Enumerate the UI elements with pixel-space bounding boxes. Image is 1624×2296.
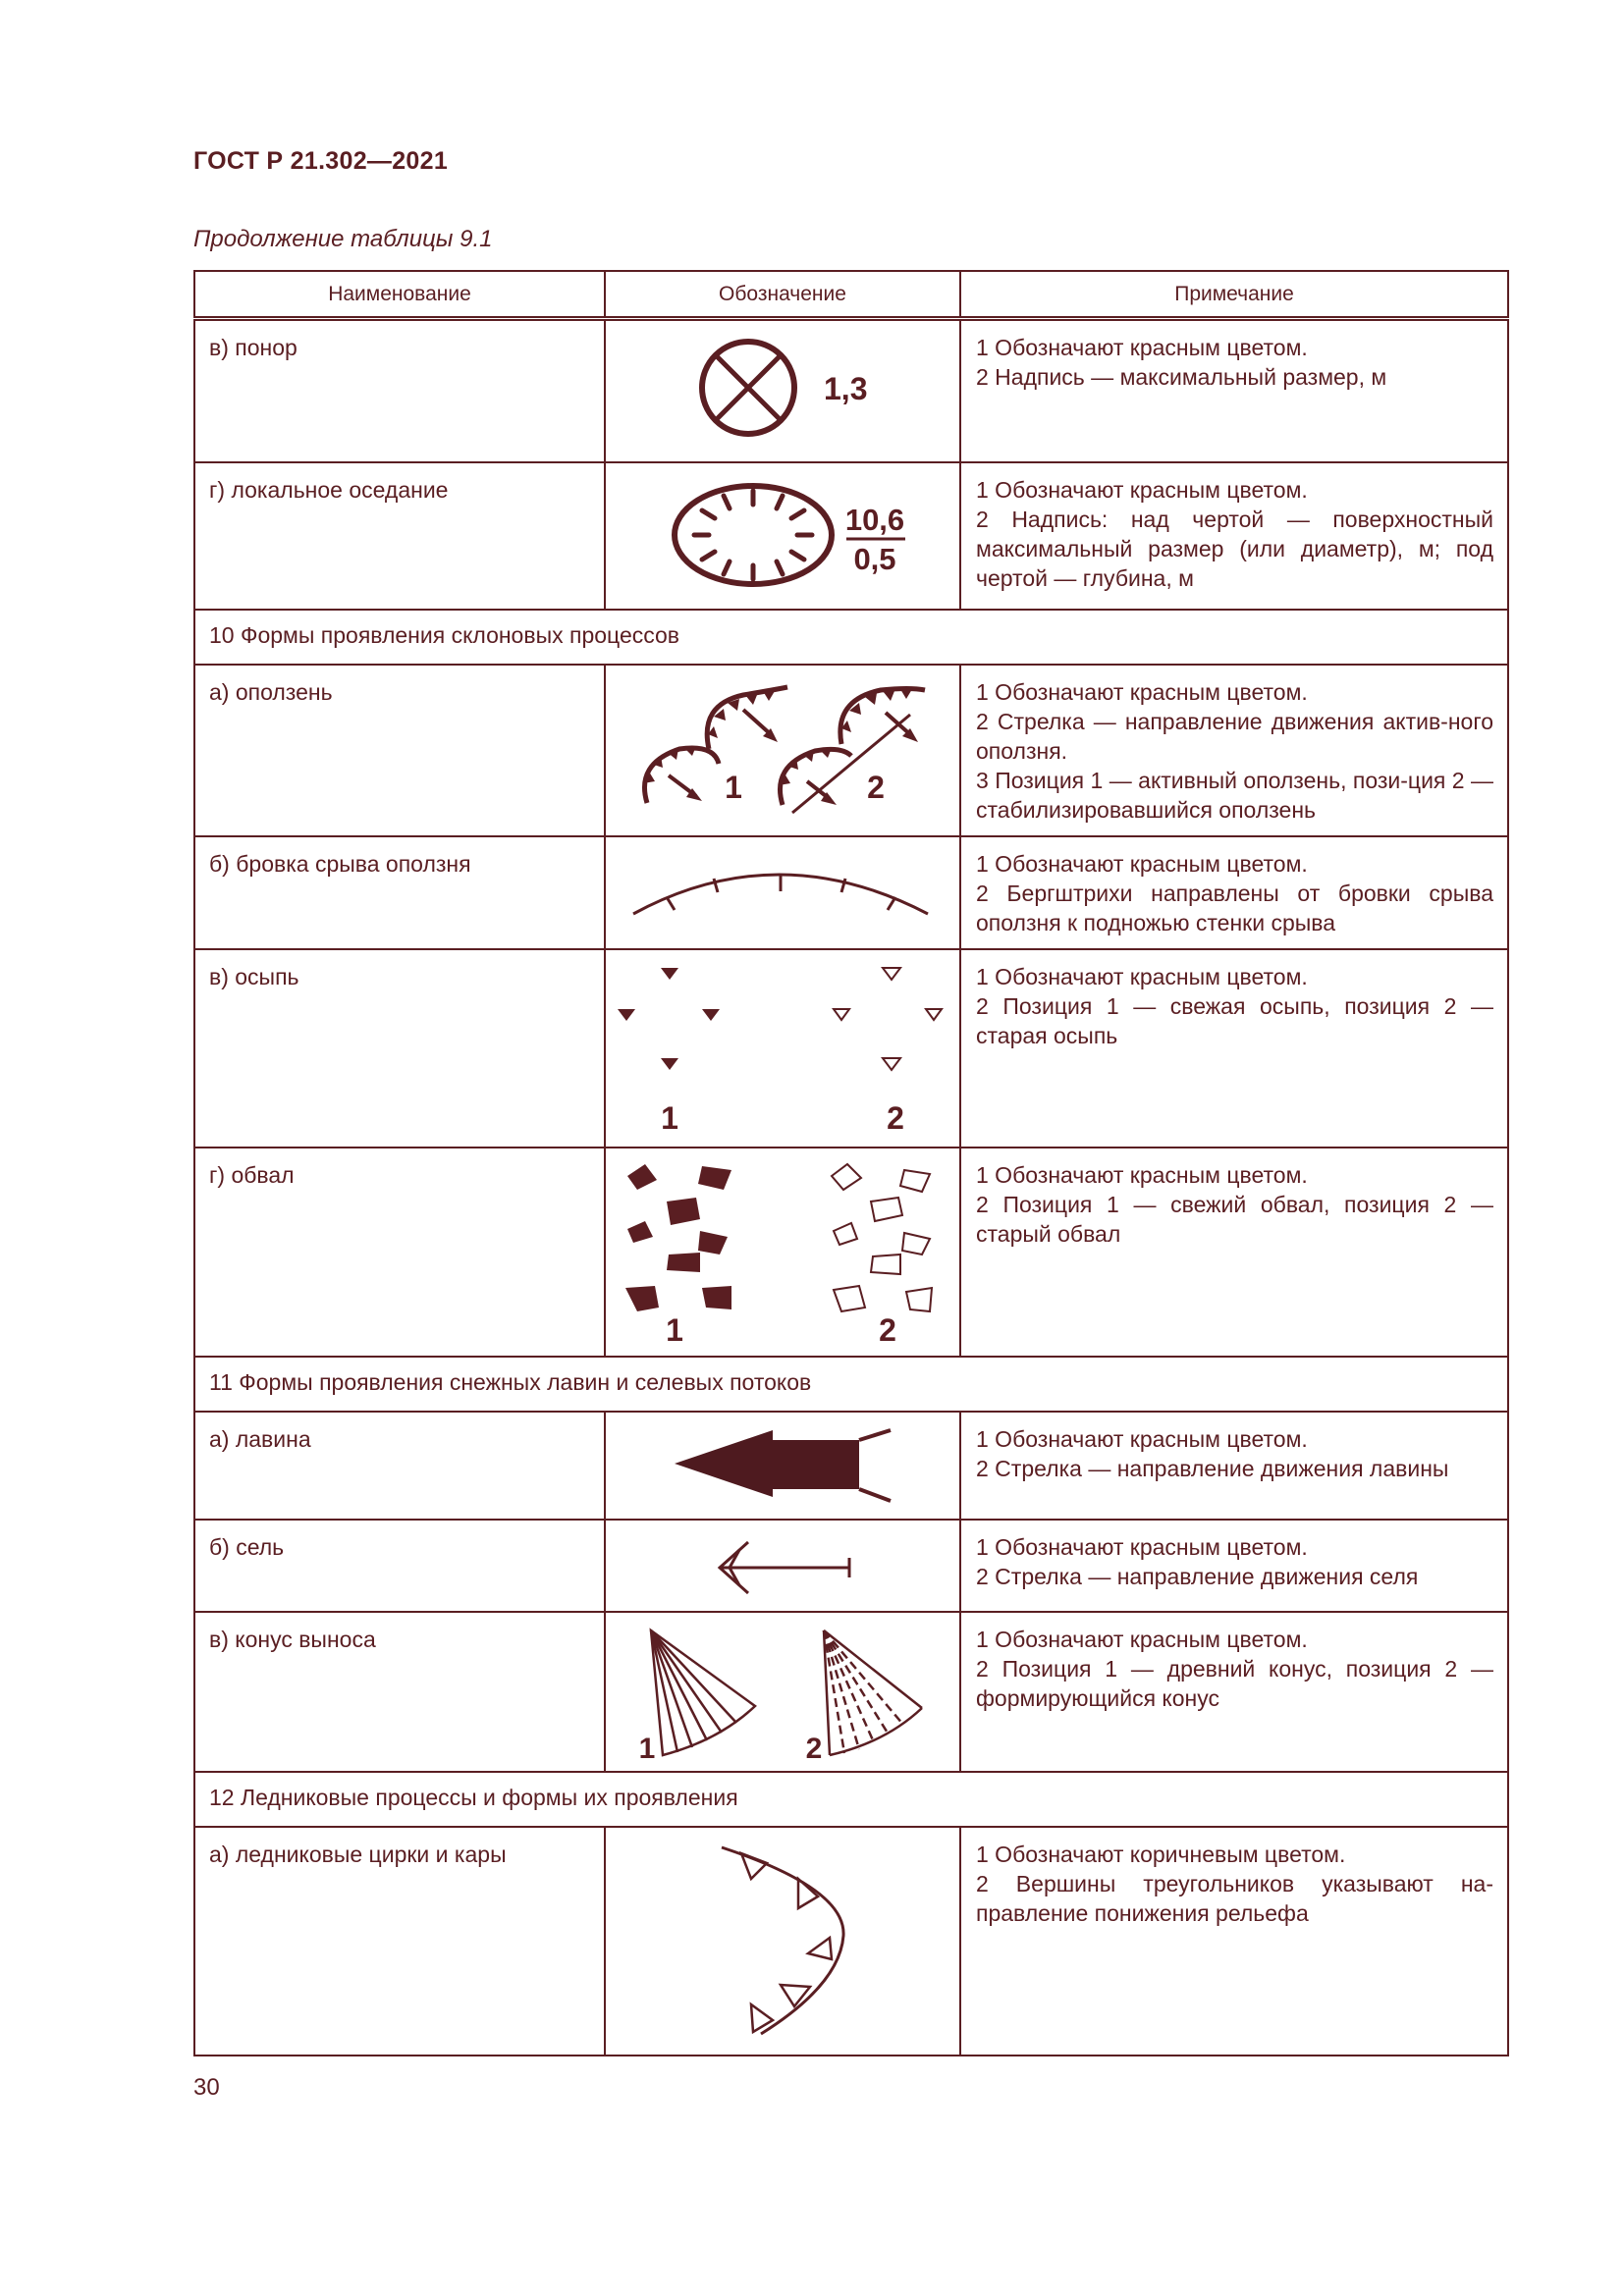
subsidence-symbol: [605, 462, 960, 610]
column-header-symbol: Обозначение: [605, 271, 960, 319]
row-name: в) осыпь: [194, 949, 605, 1148]
table-continuation-caption: Продолжение таблицы 9.1: [193, 226, 493, 252]
table-header-row: [194, 271, 1508, 319]
note-line: 2 Вершины треугольников указывают на-правление понижения рельефа: [976, 1871, 1493, 1926]
section-row: [194, 1357, 1508, 1412]
note-line: 2 Бергштрихи направлены от бровки срыва оползня к подножью стенки срыва: [976, 881, 1493, 935]
page-number: 30: [193, 2074, 220, 2101]
section-title: 12 Ледниковые процессы и формы их проявления: [194, 1772, 1508, 1827]
row-note: [960, 1827, 1508, 2056]
row-name: б) бровка срыва оползня: [194, 836, 605, 949]
mudflow-arrow-symbol: [605, 1520, 960, 1612]
note-line: 2 Позиция 1 — свежая осыпь, позиция 2 — старая осыпь: [976, 993, 1493, 1048]
avalanche-arrow-symbol: [605, 1412, 960, 1520]
row-note: [960, 1520, 1508, 1612]
note-line: 1 Обозначают коричневым цветом.: [976, 1842, 1346, 1867]
note-line: 1 Обозначают красным цветом.: [976, 964, 1308, 989]
row-name: б) сель: [194, 1520, 605, 1612]
symbols-table: [193, 270, 1509, 2056]
section-row: [194, 1772, 1508, 1827]
table-row: [194, 836, 1508, 949]
row-name: а) ледниковые цирки и кары: [194, 1827, 605, 2056]
note-line: 3 Позиция 1 — активный оползень, пози-ция 2 — стабилизировавшийся оползень: [976, 768, 1493, 823]
note-line: 2 Позиция 1 — свежий обвал, позиция 2 — старый обвал: [976, 1192, 1493, 1247]
alluvial-fan-symbol: [605, 1612, 960, 1772]
note-line: 2 Надпись — максимальный размер, м: [976, 364, 1387, 390]
table-row: [194, 462, 1508, 610]
note-line: 1 Обозначают красным цветом.: [976, 1426, 1308, 1452]
note-line: 1 Обозначают красным цветом.: [976, 1162, 1308, 1188]
scree-symbol: [605, 949, 960, 1148]
row-note: [960, 1148, 1508, 1357]
rockfall-symbol: [605, 1148, 960, 1357]
scree-position-2: 2: [887, 1100, 904, 1136]
note-line: 1 Обозначают красным цветом.: [976, 851, 1308, 877]
table-row: [194, 665, 1508, 836]
table-row: [194, 949, 1508, 1148]
row-note: [960, 462, 1508, 610]
cirque-symbol: [605, 1827, 960, 2056]
row-name: г) обвал: [194, 1148, 605, 1357]
scarp-edge-symbol: [605, 836, 960, 949]
rockfall-position-2: 2: [879, 1312, 896, 1348]
row-note: [960, 836, 1508, 949]
note-line: 1 Обозначают красным цветом.: [976, 1627, 1308, 1652]
section-row: [194, 610, 1508, 665]
section-title: 10 Формы проявления склоновых процессов: [194, 610, 1508, 665]
table-row: [194, 319, 1508, 463]
ponor-symbol: [605, 319, 960, 463]
scree-position-1: 1: [661, 1100, 678, 1136]
row-note: [960, 1412, 1508, 1520]
table-row: [194, 1148, 1508, 1357]
fan-position-2: 2: [805, 1733, 823, 1765]
rockfall-position-1: 1: [666, 1312, 683, 1348]
note-line: 2 Стрелка — направление движения лавины: [976, 1456, 1449, 1481]
row-name: г) локальное оседание: [194, 462, 605, 610]
note-line: 2 Стрелка — направление движения актив-ного оползня.: [976, 709, 1493, 764]
note-line: 1 Обозначают красным цветом.: [976, 335, 1308, 360]
fan-position-1: 1: [638, 1733, 656, 1765]
note-line: 1 Обозначают красным цветом.: [976, 679, 1308, 705]
row-note: [960, 1612, 1508, 1772]
column-header-note: Примечание: [960, 271, 1508, 319]
note-line: 1 Обозначают красным цветом.: [976, 477, 1308, 503]
note-line: 2 Стрелка — направление движения селя: [976, 1564, 1419, 1589]
table-row: [194, 1412, 1508, 1520]
subsidence-depth-label: 0,5: [853, 542, 896, 576]
row-name: а) оползень: [194, 665, 605, 836]
row-name: в) понор: [194, 319, 605, 463]
document-id: ГОСТ Р 21.302—2021: [193, 147, 449, 175]
subsidence-size-label: 10,6: [844, 503, 905, 537]
row-note: [960, 319, 1508, 463]
landslide-position-1: 1: [725, 770, 742, 805]
landslide-symbol: [605, 665, 960, 836]
landslide-position-2: 2: [867, 770, 885, 805]
column-header-name: Наименование: [194, 271, 605, 319]
table-row: [194, 1612, 1508, 1772]
note-line: 2 Надпись: над чертой — поверхностный максимальный размер (или диаметр), м; под чертой — глубина, м: [976, 507, 1493, 591]
note-line: 1 Обозначают красным цветом.: [976, 1534, 1308, 1560]
row-name: в) конус выноса: [194, 1612, 605, 1772]
section-title: 11 Формы проявления снежных лавин и селевых потоков: [194, 1357, 1508, 1412]
note-line: 2 Позиция 1 — древний конус, позиция 2 — формирующийся конус: [976, 1656, 1493, 1711]
table-row: [194, 1827, 1508, 2056]
ponor-size-label: 1,3: [824, 371, 868, 406]
row-note: [960, 665, 1508, 836]
row-note: [960, 949, 1508, 1148]
row-name: а) лавина: [194, 1412, 605, 1520]
table-row: [194, 1520, 1508, 1612]
